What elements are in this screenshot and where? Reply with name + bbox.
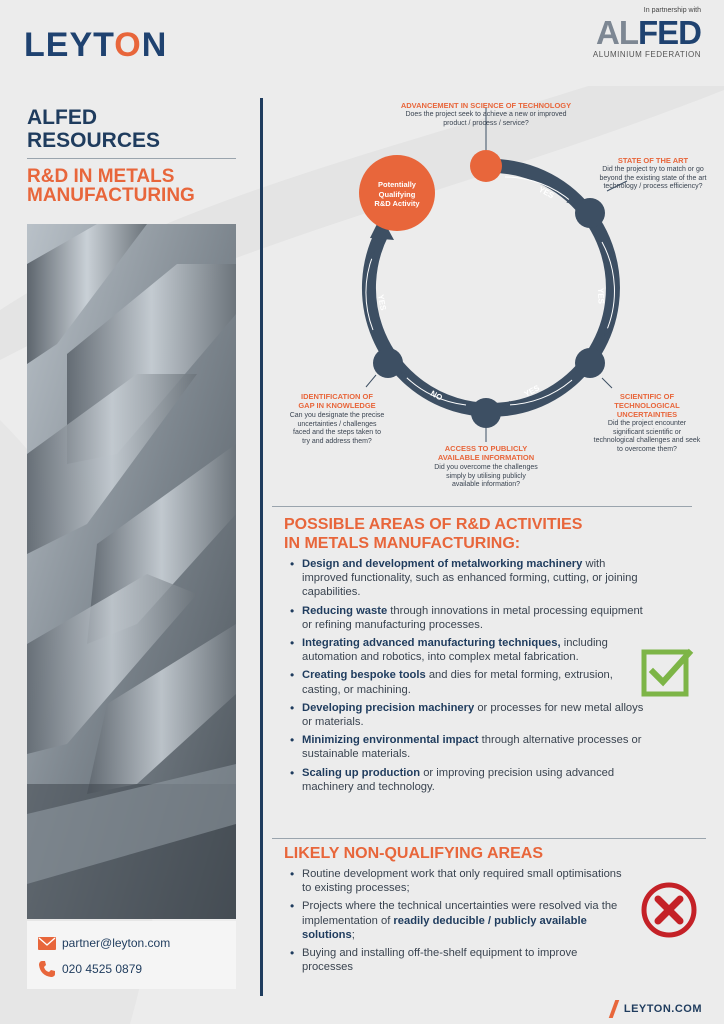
yes-label-3: YES [522, 383, 542, 399]
node-scientific [575, 348, 605, 378]
alfed-subtitle: ALUMINIUM FEDERATION [592, 50, 701, 59]
list-item: • Integrating advanced manufacturing techniques, including automation and robotics, into complex metal fabrication. [288, 636, 644, 664]
footer-site[interactable]: LEYTON.COM [623, 1003, 702, 1015]
rd-cycle-diagram [270, 95, 724, 505]
node-gap [373, 348, 403, 378]
state-title: STATE OF THE ART [617, 156, 689, 165]
node-advancement [470, 150, 502, 182]
email-icon [38, 937, 56, 950]
footer[interactable] [612, 1000, 702, 1018]
yes-label-2: YES [596, 287, 606, 305]
metal-profiles-photo [27, 224, 236, 919]
alfed-logo[interactable]: ALFED [596, 14, 701, 51]
node-access [471, 398, 501, 428]
gap-text: Can you designate the precise uncertainties / challenges faced and the steps taken to try and address them? [289, 412, 385, 445]
email-text[interactable]: partner@leyton.com [62, 936, 171, 950]
list-item: • Routine development work that only required small optimisations to existing processes; [288, 867, 624, 895]
divider [27, 158, 236, 159]
list-item: • Developing precision machinery or processes for new metal alloys or materials. [288, 701, 644, 729]
list-item: • Minimizing environmental impact through alternative processes or sustainable materials. [288, 733, 644, 761]
node-state-of-art [575, 198, 605, 228]
resources-title: ALFED RESOURCES [27, 106, 161, 152]
yes-label-4: YES [376, 293, 388, 312]
phone-row[interactable] [38, 959, 142, 979]
section2-title: LIKELY NON-QUALIFYING AREAS [284, 845, 543, 862]
section-divider-2 [272, 838, 706, 839]
list-item: • Design and development of metalworking machinery with improved functionality, such as enhanced forming, cutting, or joining capabilities. [288, 557, 644, 600]
no-label: NO [429, 388, 444, 403]
phone-text[interactable]: 020 4525 0879 [62, 962, 143, 976]
checkmark-icon [641, 647, 695, 697]
qualifying-areas-list [288, 557, 644, 798]
leyton-logo[interactable]: LEYTON [24, 26, 168, 64]
advancement-text: Does the project seek to achieve a new or improved product / process / service? [405, 111, 567, 127]
contact-box [27, 921, 236, 989]
section1-title: POSSIBLE AREAS OF R&D ACTIVITIES IN METALS MANUFACTURING: [284, 516, 583, 552]
access-text: Did you overcome the challenges simply by utilising publicly available information? [434, 464, 538, 489]
yes-label-1: YES [537, 184, 556, 201]
state-text: Did the project try to match or go beyond the existing state of the art technology / process efficiency? [599, 166, 707, 191]
list-item: • Buying and installing off-the-shelf equipment to improve processes [288, 946, 624, 974]
header [0, 0, 724, 86]
list-item: • Reducing waste through innovations in metal processing equipment or refining manufacturing processes. [288, 604, 644, 632]
phone-icon [38, 960, 56, 978]
vertical-divider [260, 98, 263, 996]
list-item: • Scaling up production or improving precision using advanced machinery and technology. [288, 766, 644, 794]
non-qualifying-list [288, 867, 624, 978]
advancement-title: ADVANCEMENT IN SCIENCE OF TECHNOLOGY [400, 101, 572, 110]
cross-icon [639, 880, 699, 940]
list-item: • Projects where the technical uncertainties were resolved via the implementation of readily deducible / publicly available solutions; [288, 899, 624, 942]
gap-title: IDENTIFICATION OF GAP IN KNOWLEDGE [298, 392, 376, 410]
scientific-title: SCIENTIFIC OF TECHNOLOGICAL UNCERTAINTIES [614, 392, 680, 419]
email-row[interactable] [38, 933, 170, 953]
center-node-label: Potentially Qualifying R&D Activity [374, 180, 420, 208]
rd-title: R&D IN METALS MANUFACTURING [27, 166, 195, 206]
partner-text: In partnership with [643, 7, 701, 14]
left-panel [27, 100, 236, 990]
list-item: • Creating bespoke tools and dies for metal forming, extrusion, casting, or machining. [288, 668, 644, 696]
scientific-text: Did the project encounter significant scientific or technological challenges and seek to overcome them? [593, 420, 701, 453]
access-title: ACCESS TO PUBLICLY AVAILABLE INFORMATION [437, 444, 535, 462]
section-divider-1 [272, 506, 692, 507]
alfed-partner [593, 7, 701, 59]
